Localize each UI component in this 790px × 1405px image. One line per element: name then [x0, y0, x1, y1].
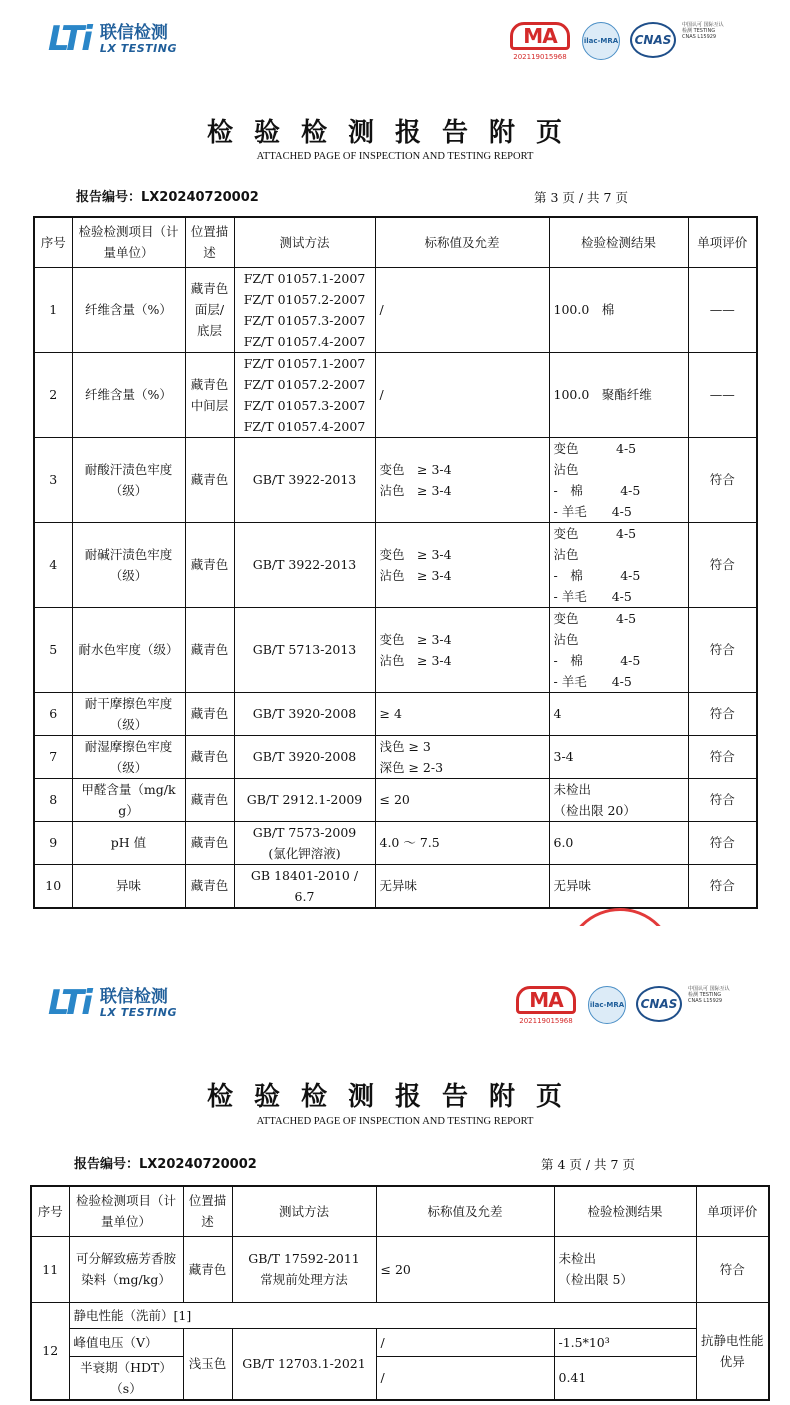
- cell-method: GB/T 17592-2011 常规前处理方法: [232, 1236, 376, 1302]
- cell-nominal: 浅色 ≥ 3 深色 ≥ 2-3: [375, 735, 549, 778]
- cell-result: 100.0 聚酯纤维: [549, 352, 688, 437]
- cell-position: 藏青色: [185, 692, 234, 735]
- ilac-mra-icon: ilac-MRA: [588, 986, 626, 1024]
- header-no: 序号: [34, 217, 72, 267]
- cell-no: 4: [34, 522, 72, 607]
- cell-item: 纤维含量（%）: [72, 267, 185, 352]
- page-subtitle: ATTACHED PAGE OF INSPECTION AND TESTING REPORT: [256, 151, 534, 162]
- cell-no: 3: [34, 437, 72, 522]
- cell-position: 藏青色: [183, 1236, 232, 1302]
- cell-no: 6: [34, 692, 72, 735]
- table-row: [31, 1356, 769, 1400]
- table-row: [31, 1328, 769, 1356]
- cell-no: 10: [34, 864, 72, 908]
- cell-evaluation: ——: [688, 267, 757, 352]
- cell-result: 4: [549, 692, 688, 735]
- cell-nominal: 变色 ≥ 3-4 沾色 ≥ 3-4: [375, 437, 549, 522]
- company-logo: [48, 983, 177, 1023]
- cell-item: 耐碱汗渍色牢度（级）: [72, 522, 185, 607]
- table-row: [34, 735, 757, 778]
- cell-item: 峰值电压（V）: [69, 1328, 183, 1356]
- logo-chinese-name: 联信检测: [99, 22, 168, 43]
- cell-item: 纤维含量（%）: [72, 352, 185, 437]
- cell-position: 藏青色: [185, 735, 234, 778]
- table-row: [31, 1302, 769, 1328]
- cell-group-title: 静电性能（洗前）[1]: [69, 1302, 696, 1328]
- cell-item: 甲醛含量（mg/kg）: [72, 778, 185, 821]
- cell-no: 2: [34, 352, 72, 437]
- cell-position: 藏青色: [185, 864, 234, 908]
- cell-item: 耐水色牢度（级）: [72, 607, 185, 692]
- cell-evaluation: 符合: [688, 692, 757, 735]
- logo-mark-icon: LTi: [48, 19, 90, 59]
- results-table: [30, 1185, 770, 1401]
- cell-no: 1: [34, 267, 72, 352]
- header-evaluation: 单项评价: [688, 217, 757, 267]
- header-item: 检验检测项目（计量单位）: [69, 1186, 183, 1236]
- cell-evaluation: 符合: [688, 864, 757, 908]
- cell-method: GB/T 3922-2013: [234, 522, 375, 607]
- cma-icon: MA: [516, 986, 576, 1014]
- table-row: [34, 522, 757, 607]
- cell-result: 变色 4-5 沾色 - 棉 4-5 - 羊毛 4-5: [549, 437, 688, 522]
- cnas-note: 中国认可 国际互认 检测 TESTING CNAS L15929: [682, 22, 724, 40]
- company-logo: [48, 19, 177, 59]
- cell-evaluation: 符合: [696, 1236, 769, 1302]
- cell-evaluation: 符合: [688, 607, 757, 692]
- cell-method: FZ/T 01057.1-2007 FZ/T 01057.2-2007 FZ/T 01057.3-2007 FZ/T 01057.4-2007: [234, 352, 375, 437]
- cell-position: 藏青色: [185, 437, 234, 522]
- cell-nominal: /: [376, 1356, 554, 1400]
- cell-position: 藏青色: [185, 778, 234, 821]
- logo-mark-icon: LTi: [48, 983, 90, 1023]
- cell-nominal: 4.0 ～ 7.5: [375, 821, 549, 864]
- cell-evaluation: 抗静电性能优异: [696, 1302, 769, 1400]
- table-row: [34, 864, 757, 908]
- table-row: [34, 607, 757, 692]
- header-result: 检验检测结果: [554, 1186, 696, 1236]
- cell-no: 9: [34, 821, 72, 864]
- cell-item: 耐湿摩擦色牢度（级）: [72, 735, 185, 778]
- cnas-icon: CNAS: [636, 986, 682, 1022]
- cnas-note: 中国认可 国际互认 检测 TESTING CNAS L15929: [688, 986, 730, 1004]
- report-number: 报告编号：LX20240720002: [76, 190, 259, 205]
- cell-result: 0.41: [554, 1356, 696, 1400]
- official-seal-icon: [565, 908, 675, 926]
- cell-position: 藏青色: [185, 522, 234, 607]
- cell-nominal: ≤ 20: [375, 778, 549, 821]
- cell-result: 未检出 （检出限 5）: [554, 1236, 696, 1302]
- results-table: [33, 216, 758, 909]
- cell-result: 3-4: [549, 735, 688, 778]
- certification-marks: [516, 986, 730, 1025]
- cell-no: 12: [31, 1302, 69, 1400]
- table-row: [34, 352, 757, 437]
- cell-evaluation: ——: [688, 352, 757, 437]
- header-item: 检验检测项目（计量单位）: [72, 217, 185, 267]
- cell-no: 5: [34, 607, 72, 692]
- logo-chinese-name: 联信检测: [99, 986, 168, 1007]
- table-header-row: [34, 217, 757, 267]
- table-row: [34, 778, 757, 821]
- cma-number: 202119015968: [519, 1017, 573, 1025]
- cell-item: pH 值: [72, 821, 185, 864]
- table-row: [34, 692, 757, 735]
- cell-no: 7: [34, 735, 72, 778]
- cell-method: GB/T 3920-2008: [234, 692, 375, 735]
- cell-method: GB/T 3920-2008: [234, 735, 375, 778]
- logo-english-name: LX TESTING: [99, 1005, 177, 1019]
- header-method: 测试方法: [232, 1186, 376, 1236]
- report-number: 报告编号：LX20240720002: [74, 1157, 257, 1172]
- cell-method: GB/T 5713-2013: [234, 607, 375, 692]
- cnas-icon: CNAS: [630, 22, 676, 58]
- cell-nominal: /: [375, 267, 549, 352]
- header-evaluation: 单项评价: [696, 1186, 769, 1236]
- header-nominal: 标称值及允差: [376, 1186, 554, 1236]
- cma-mark: [510, 22, 570, 61]
- cell-no: 11: [31, 1236, 69, 1302]
- page-subtitle: ATTACHED PAGE OF INSPECTION AND TESTING REPORT: [256, 1116, 534, 1127]
- cell-item: 异味: [72, 864, 185, 908]
- header-no: 序号: [31, 1186, 69, 1236]
- page-number: 第 4 页 / 共 7 页: [541, 1157, 635, 1172]
- page-title: 检验检测报告附页: [206, 1082, 583, 1112]
- cell-position: 浅玉色: [183, 1328, 232, 1400]
- cell-method: GB/T 2912.1-2009: [234, 778, 375, 821]
- cell-method: GB/T 12703.1-2021: [232, 1328, 376, 1400]
- header-position: 位置描述: [185, 217, 234, 267]
- table-row: [34, 821, 757, 864]
- cell-nominal: 变色 ≥ 3-4 沾色 ≥ 3-4: [375, 522, 549, 607]
- cell-result: 变色 4-5 沾色 - 棉 4-5 - 羊毛 4-5: [549, 522, 688, 607]
- cell-position: 藏青色: [185, 821, 234, 864]
- cell-item: 耐酸汗渍色牢度（级）: [72, 437, 185, 522]
- header-method: 测试方法: [234, 217, 375, 267]
- cell-nominal: /: [376, 1328, 554, 1356]
- cell-position: 藏青色中间层: [185, 352, 234, 437]
- cell-item: 半衰期（HDT）（s）: [69, 1356, 183, 1400]
- cell-method: GB 18401-2010 / 6.7: [234, 864, 375, 908]
- page-title: 检验检测报告附页: [206, 118, 583, 148]
- cell-nominal: 无异味: [375, 864, 549, 908]
- cell-item: 可分解致癌芳香胺染料（mg/kg）: [69, 1236, 183, 1302]
- cell-evaluation: 符合: [688, 522, 757, 607]
- cell-result: -1.5*10³: [554, 1328, 696, 1356]
- header-nominal: 标称值及允差: [375, 217, 549, 267]
- certification-marks: [510, 22, 724, 61]
- cell-no: 8: [34, 778, 72, 821]
- cell-result: 未检出 （检出限 20）: [549, 778, 688, 821]
- cell-position: 藏青色: [185, 607, 234, 692]
- cell-result: 100.0 棉: [549, 267, 688, 352]
- header-position: 位置描述: [183, 1186, 232, 1236]
- cell-nominal: ≤ 20: [376, 1236, 554, 1302]
- cell-evaluation: 符合: [688, 735, 757, 778]
- cell-nominal: /: [375, 352, 549, 437]
- cell-method: GB/T 3922-2013: [234, 437, 375, 522]
- cma-number: 202119015968: [513, 53, 567, 61]
- table-row: [34, 267, 757, 352]
- logo-english-name: LX TESTING: [99, 41, 177, 55]
- table-header-row: [31, 1186, 769, 1236]
- cell-evaluation: 符合: [688, 821, 757, 864]
- cell-evaluation: 符合: [688, 437, 757, 522]
- cell-result: 6.0: [549, 821, 688, 864]
- table-row: [31, 1236, 769, 1302]
- cell-method: GB/T 7573-2009 (氯化钾溶液): [234, 821, 375, 864]
- header-result: 检验检测结果: [549, 217, 688, 267]
- cell-result: 无异味: [549, 864, 688, 908]
- cell-item: 耐干摩擦色牢度（级）: [72, 692, 185, 735]
- cma-mark: [516, 986, 576, 1025]
- report-page-4: [0, 956, 790, 1405]
- cell-evaluation: 符合: [688, 778, 757, 821]
- cell-position: 藏青色面层/底层: [185, 267, 234, 352]
- cell-result: 变色 4-5 沾色 - 棉 4-5 - 羊毛 4-5: [549, 607, 688, 692]
- table-row: [34, 437, 757, 522]
- page-number: 第 3 页 / 共 7 页: [534, 190, 628, 205]
- ilac-mra-icon: ilac-MRA: [582, 22, 620, 60]
- cell-nominal: 变色 ≥ 3-4 沾色 ≥ 3-4: [375, 607, 549, 692]
- cell-method: FZ/T 01057.1-2007 FZ/T 01057.2-2007 FZ/T 01057.3-2007 FZ/T 01057.4-2007: [234, 267, 375, 352]
- cma-icon: MA: [510, 22, 570, 50]
- cell-nominal: ≥ 4: [375, 692, 549, 735]
